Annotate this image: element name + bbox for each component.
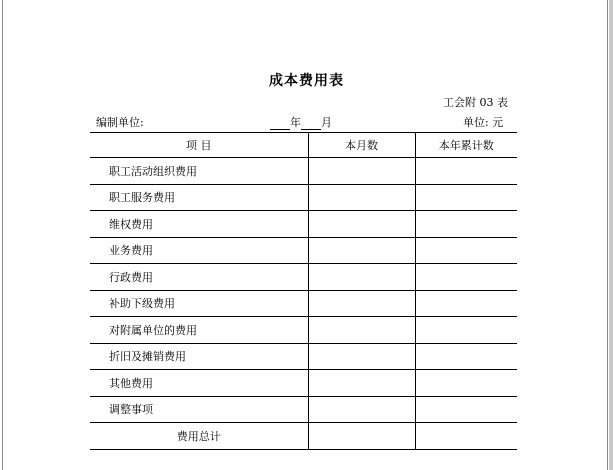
row-item-label: 职工服务费用: [90, 184, 308, 211]
compile-unit-label: 编制单位:: [96, 116, 144, 129]
header-ytd: 本年累计数: [415, 133, 517, 158]
total-label: 费用总计: [90, 423, 308, 450]
row-month-cell[interactable]: [308, 343, 415, 370]
row-month-cell[interactable]: [308, 317, 415, 344]
table-row: [90, 396, 517, 423]
month-label: 月: [321, 116, 332, 129]
table-row: [90, 317, 517, 344]
row-month-cell[interactable]: [308, 290, 415, 317]
row-item-label: 对附属单位的费用: [90, 317, 308, 344]
table-row: [90, 184, 517, 211]
row-ytd-cell[interactable]: [415, 211, 517, 238]
row-ytd-cell[interactable]: [415, 396, 517, 423]
header-item: 项 目: [90, 133, 308, 158]
date-line: [270, 114, 332, 130]
row-month-cell[interactable]: [308, 211, 415, 238]
total-month-cell[interactable]: [308, 423, 415, 450]
row-item-label: 其他费用: [90, 370, 308, 397]
table-total-row: [90, 423, 517, 450]
year-blank: [270, 118, 290, 130]
row-month-cell[interactable]: [308, 264, 415, 291]
row-item-label: 调整事项: [90, 396, 308, 423]
unit-label: 单位: 元: [463, 116, 504, 129]
row-month-cell[interactable]: [308, 237, 415, 264]
table-row: [90, 237, 517, 264]
table-row: [90, 158, 517, 185]
row-month-cell[interactable]: [308, 184, 415, 211]
row-item-label: 行政费用: [90, 264, 308, 291]
row-ytd-cell[interactable]: [415, 343, 517, 370]
table-row: [90, 370, 517, 397]
row-ytd-cell[interactable]: [415, 370, 517, 397]
total-ytd-cell[interactable]: [415, 423, 517, 450]
row-month-cell[interactable]: [308, 370, 415, 397]
row-ytd-cell[interactable]: [415, 158, 517, 185]
cost-expense-table: [90, 132, 517, 450]
row-item-label: 职工活动组织费用: [90, 158, 308, 185]
table-header-row: [90, 133, 517, 158]
row-item-label: 折旧及摊销费用: [90, 343, 308, 370]
row-item-label: 补助下级费用: [90, 290, 308, 317]
row-ytd-cell[interactable]: [415, 184, 517, 211]
table-row: [90, 264, 517, 291]
form-code: 工会附 03 表: [443, 96, 508, 109]
row-month-cell[interactable]: [308, 158, 415, 185]
row-month-cell[interactable]: [308, 396, 415, 423]
month-blank: [301, 118, 321, 130]
row-ytd-cell[interactable]: [415, 290, 517, 317]
header-month: 本月数: [308, 133, 415, 158]
table-row: [90, 343, 517, 370]
row-item-label: 业务费用: [90, 237, 308, 264]
row-ytd-cell[interactable]: [415, 317, 517, 344]
row-ytd-cell[interactable]: [415, 264, 517, 291]
table-row: [90, 290, 517, 317]
row-item-label: 维权费用: [90, 211, 308, 238]
year-label: 年: [290, 116, 301, 129]
row-ytd-cell[interactable]: [415, 237, 517, 264]
page-title: 成本费用表: [269, 73, 344, 89]
table-row: [90, 211, 517, 238]
